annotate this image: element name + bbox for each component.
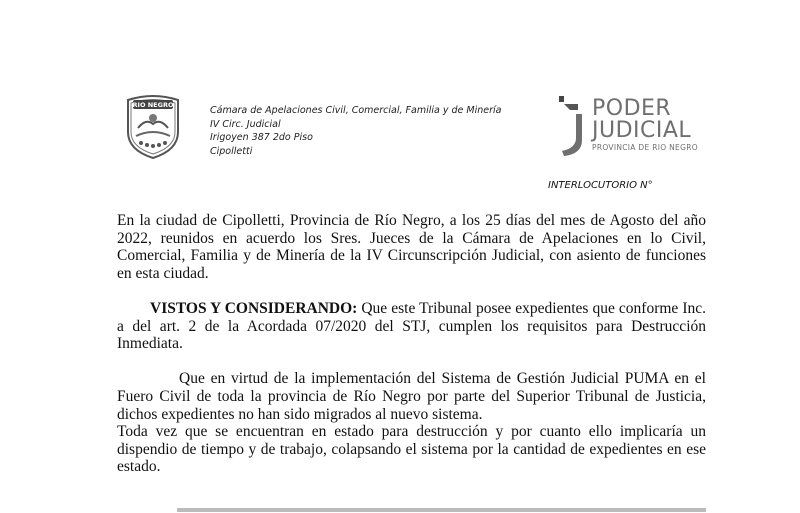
poder-judicial-mark-icon	[556, 94, 586, 158]
poder-judicial-logo	[556, 94, 706, 158]
court-address: Irigoyen 387 2do Piso	[210, 132, 313, 143]
interlocutorio-label: INTERLOCUTORIO N°	[548, 180, 653, 191]
vistos-text: Que este Tribunal posee expedientes que conforme Inc. a del art. 2 de la Acordada 07/2020 del STJ, cumplen los requisitos para Destrucción Inmediata.	[117, 299, 706, 353]
document-body	[117, 212, 706, 476]
court-name: Cámara de Apelaciones Civil, Comercial, Familia y de Minería	[210, 105, 502, 116]
logo-line-province: PROVINCIA DE RIO NEGRO	[592, 143, 698, 152]
logo-line-poder: PODER	[592, 96, 672, 121]
court-circuit: IV Circ. Judicial	[210, 118, 281, 130]
court-city: Cipolletti	[210, 145, 253, 157]
court-info	[210, 104, 501, 158]
paragraph-intro: En la ciudad de Cipolletti, Provincia de Río Negro, a los 25 días del mes de Agosto del año 2022, reunidos en acuerdo los Sres. Jueces de la Cámara de Apelaciones en lo Civil, Comercial, Familia y de Minería de la IV Circunscripción Judicial, con asiento de funciones en esta ciudad.	[117, 212, 706, 282]
paragraph-vistos	[117, 300, 706, 353]
rio-negro-seal-icon	[122, 92, 184, 160]
logo-line-judicial: JUDICIAL	[592, 118, 692, 143]
seal-text: RIO NEGRO	[132, 101, 174, 109]
cut-off-text-line	[117, 505, 706, 513]
vistos-heading: VISTOS Y CONSIDERANDO:	[150, 299, 358, 317]
paragraph-destruccion: Toda vez que se encuentran en estado para destrucción y por cuanto ello implicaría un dispendio de tiempo y de trabajo, colapsando el sistema por la cantidad de expedientes en ese estado.	[117, 423, 706, 476]
paragraph-puma: Que en virtud de la implementación del Sistema de Gestión Judicial PUMA en el Fuero Civil de toda la provincia de Río Negro por parte del Superior Tribunal de Justicia, dichos expedientes no han sido migrados al nuevo sistema.	[117, 370, 706, 423]
